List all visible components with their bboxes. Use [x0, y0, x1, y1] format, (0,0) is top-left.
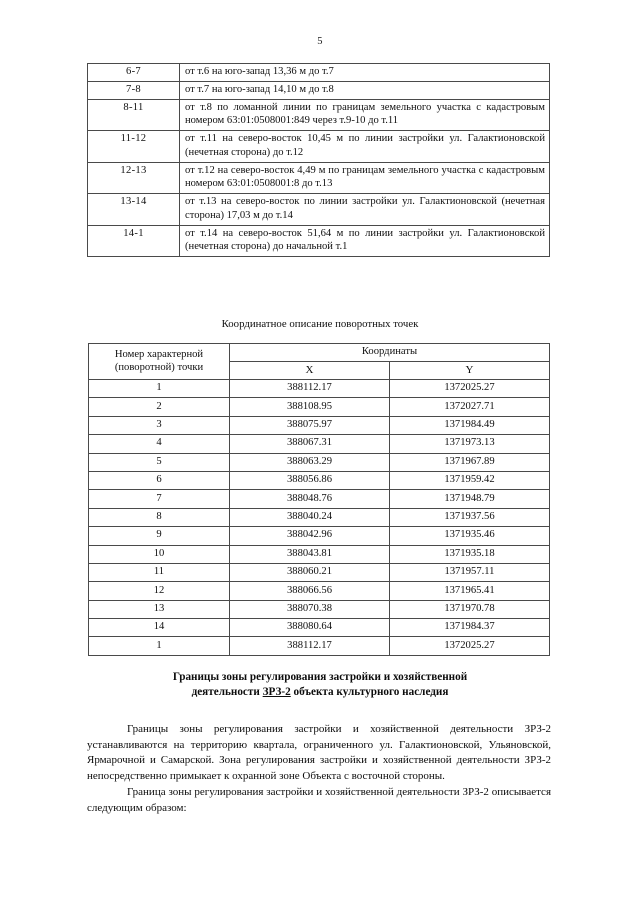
coordinate-y-cell: 1371967.89 — [390, 453, 550, 471]
segment-id-cell: 8-11 — [88, 99, 180, 131]
coordinate-y-cell: 1371965.41 — [390, 582, 550, 600]
body-text-block — [87, 722, 551, 817]
coordinate-y-cell: 1371935.46 — [390, 527, 550, 545]
segment-description-cell: от т.7 на юго-запад 14,10 м до т.8 — [180, 81, 550, 99]
coordinate-x-cell: 388063.29 — [230, 453, 390, 471]
table-row — [89, 637, 550, 655]
section-heading-line1: Границы зоны регулирования застройки и хозяйственной — [172, 671, 468, 683]
segment-description-cell: от т.8 по ломанной линии по границам земельного участка с кадастровым номером 63:01:0508001:849 через т.9-10 до т.11 — [180, 99, 550, 131]
segment-description-cell: от т.13 на северо-восток по линии застройки ул. Галактионовской (нечетная сторона) 17,03 м до т.14 — [180, 194, 550, 226]
coordinate-y-cell: 1371970.78 — [390, 600, 550, 618]
coords-header-row-1 — [89, 344, 550, 362]
coords-header-point — [89, 344, 230, 380]
segment-description-cell: от т.12 на северо-восток 4,49 м по границам земельного участка с кадастровым номером 63:01:0508001:8 до т.13 — [180, 162, 550, 194]
table-row — [88, 131, 550, 163]
page-number: 5 — [317, 36, 323, 47]
segment-id-cell: 7-8 — [88, 81, 180, 99]
table-row — [89, 453, 550, 471]
body-paragraph: Граница зоны регулирования застройки и хозяйственной деятельности ЗРЗ-2 описывается следующим образом: — [87, 786, 551, 815]
table-row — [89, 398, 550, 416]
section-heading — [120, 670, 520, 701]
point-number-cell: 1 — [89, 380, 230, 398]
coordinate-x-cell: 388056.86 — [230, 471, 390, 489]
coords-header-point-line1: Номер характерной — [114, 348, 204, 360]
point-number-cell: 6 — [89, 471, 230, 489]
table-row — [88, 81, 550, 99]
table-row — [89, 435, 550, 453]
body-paragraph: Границы зоны регулирования застройки и хозяйственной деятельности ЗРЗ-2 устанавливаются на территорию квартала, ограниченного ул. Галактионовской, Ульяновской, Ярмарочной и Самарской. Зона регулирования застройки и хозяйственной деятельности ЗРЗ-2 непосредственно примыкает к охранной зоне Объекта с восточной стороны. — [87, 723, 551, 782]
table-row — [88, 225, 550, 257]
table-row — [89, 380, 550, 398]
coordinate-x-cell: 388067.31 — [230, 435, 390, 453]
coordinate-y-cell: 1371959.42 — [390, 471, 550, 489]
coordinate-x-cell: 388042.96 — [230, 527, 390, 545]
coordinate-x-cell: 388075.97 — [230, 416, 390, 434]
segment-description-cell: от т.11 на северо-восток 10,45 м по линии застройки ул. Галактионовской (нечетная сторона) до т.12 — [180, 131, 550, 163]
table-row — [89, 508, 550, 526]
section-heading-zone-code: ЗРЗ-2 — [262, 686, 291, 699]
coordinate-x-cell: 388108.95 — [230, 398, 390, 416]
table-row — [88, 99, 550, 131]
boundary-description-table — [87, 63, 550, 257]
table-row — [88, 194, 550, 226]
boundary-table-body — [88, 64, 550, 257]
coords-header-coordinates: Координаты — [230, 344, 550, 362]
table-row — [89, 527, 550, 545]
point-number-cell: 4 — [89, 435, 230, 453]
table-row — [89, 416, 550, 434]
coordinate-y-cell: 1372027.71 — [390, 398, 550, 416]
point-number-cell: 8 — [89, 508, 230, 526]
point-number-cell: 11 — [89, 563, 230, 581]
coordinates-caption: Координатное описание поворотных точек — [221, 318, 419, 330]
coordinate-y-cell: 1371935.18 — [390, 545, 550, 563]
coordinate-y-cell: 1371984.49 — [390, 416, 550, 434]
table-row — [88, 64, 550, 82]
coordinate-y-cell: 1371984.37 — [390, 619, 550, 637]
coordinate-y-cell: 1372025.27 — [390, 380, 550, 398]
segment-id-cell: 13-14 — [88, 194, 180, 226]
table-row — [89, 563, 550, 581]
point-number-cell: 13 — [89, 600, 230, 618]
coordinate-y-cell: 1371973.13 — [390, 435, 550, 453]
table-row — [89, 490, 550, 508]
coordinate-y-cell: 1372025.27 — [390, 637, 550, 655]
point-number-cell: 5 — [89, 453, 230, 471]
coordinate-y-cell: 1371937.56 — [390, 508, 550, 526]
coordinate-x-cell: 388112.17 — [230, 637, 390, 655]
segment-description-cell: от т.14 на северо-восток 51,64 м по линии застройки ул. Галактионовской (нечетная сторона) до начальной т.1 — [180, 225, 550, 257]
coords-header-x: X — [230, 362, 390, 380]
point-number-cell: 3 — [89, 416, 230, 434]
coordinate-x-cell: 388080.64 — [230, 619, 390, 637]
segment-id-cell: 6-7 — [88, 64, 180, 82]
table-row — [89, 582, 550, 600]
point-number-cell: 14 — [89, 619, 230, 637]
section-heading-line2-after: объекта культурного наследия — [290, 686, 449, 699]
coordinate-x-cell: 388070.38 — [230, 600, 390, 618]
segment-id-cell: 12-13 — [88, 162, 180, 194]
coordinate-y-cell: 1371957.11 — [390, 563, 550, 581]
point-number-cell: 10 — [89, 545, 230, 563]
point-number-cell: 1 — [89, 637, 230, 655]
coordinate-x-cell: 388048.76 — [230, 490, 390, 508]
coordinate-x-cell: 388112.17 — [230, 380, 390, 398]
table-row — [89, 471, 550, 489]
point-number-cell: 9 — [89, 527, 230, 545]
point-number-cell: 2 — [89, 398, 230, 416]
table-row — [88, 162, 550, 194]
coords-header-y: Y — [390, 362, 550, 380]
table-row — [89, 619, 550, 637]
coordinate-x-cell: 388060.21 — [230, 563, 390, 581]
coordinate-x-cell: 388043.81 — [230, 545, 390, 563]
coordinate-x-cell: 388040.24 — [230, 508, 390, 526]
coordinate-x-cell: 388066.56 — [230, 582, 390, 600]
coords-header-point-line2: (поворотной) точки — [114, 362, 204, 373]
section-heading-line2-before: деятельности — [191, 686, 263, 699]
table-row — [89, 545, 550, 563]
table-row — [89, 600, 550, 618]
coordinate-y-cell: 1371948.79 — [390, 490, 550, 508]
point-number-cell: 7 — [89, 490, 230, 508]
coordinate-description-table — [88, 343, 550, 656]
segment-id-cell: 14-1 — [88, 225, 180, 257]
coords-table-head — [89, 344, 550, 380]
coords-table-body — [89, 380, 550, 656]
segment-id-cell: 11-12 — [88, 131, 180, 163]
point-number-cell: 12 — [89, 582, 230, 600]
segment-description-cell: от т.6 на юго-запад 13,36 м до т.7 — [180, 64, 550, 82]
